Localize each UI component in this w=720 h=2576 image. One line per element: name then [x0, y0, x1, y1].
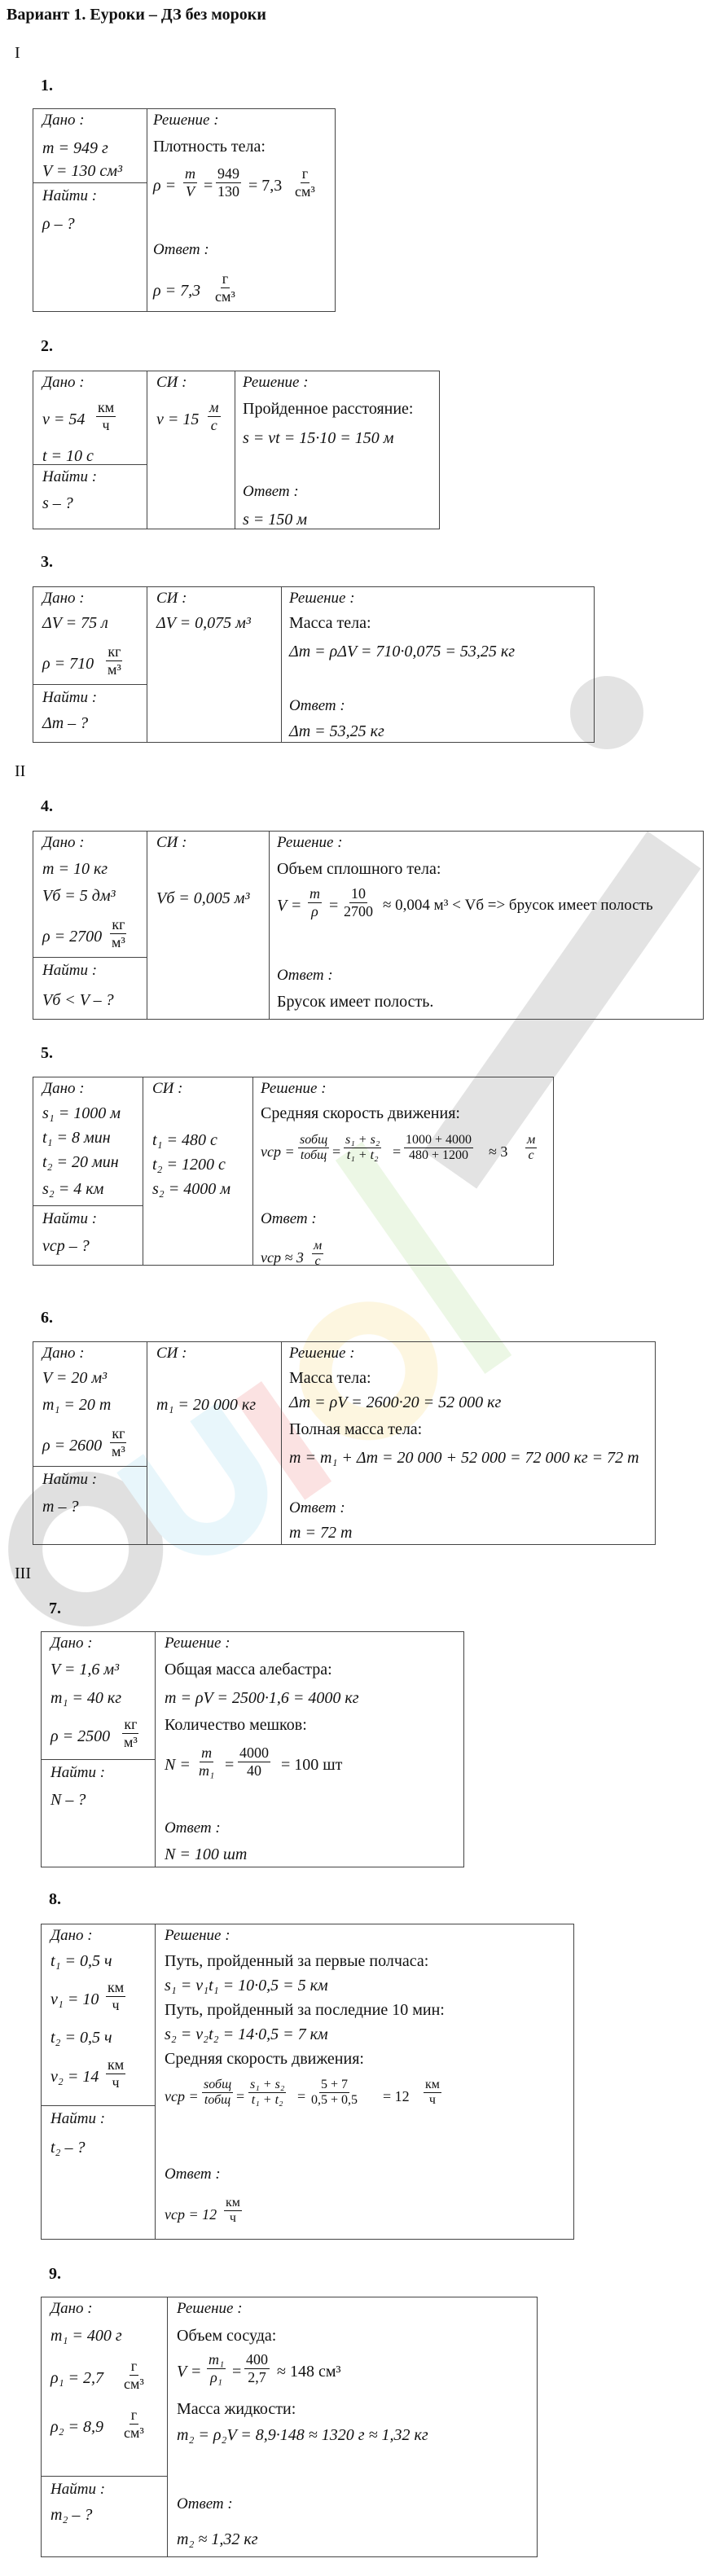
find-value: s – ?: [42, 494, 73, 512]
find-header: Найти :: [50, 2481, 106, 2498]
given-value: t₁ = 0,5 ч: [50, 1952, 112, 1970]
solution-line: Масса жидкости:: [177, 2400, 296, 2418]
find-value: vср – ?: [42, 1237, 90, 1255]
given-value: ρ = 710: [42, 655, 94, 673]
solution-line: Общая масса алебастра:: [165, 1661, 332, 1679]
problem-2-table: [33, 371, 440, 529]
solution-header: Решение :: [177, 2300, 243, 2317]
section-label-2: II: [15, 762, 26, 780]
given-value: ρ = 2600: [42, 1437, 103, 1455]
answer-header: Ответ :: [261, 1210, 317, 1227]
fraction: $\frac{m}{\text{m₁}}$: [199, 1744, 215, 1779]
problem-number-2: 2.: [41, 337, 53, 355]
solution-line: Путь, пройденный за первые полчаса:: [165, 1952, 429, 1970]
problem-number-4: 4.: [41, 797, 53, 815]
given-value: s₁ = 1000 м: [42, 1104, 121, 1122]
answer-value: Δm = 53,25 кг: [289, 722, 384, 740]
problem-number-8: 8.: [49, 1890, 61, 1908]
given-value: V = 1,6 м³: [50, 1661, 120, 1679]
unit-fraction: кг м³: [124, 1716, 138, 1750]
fraction: $\frac{\text{s₁ + s₂}}{\text{t₁ + t₂}}$: [345, 1133, 380, 1163]
given-value: ρ₁ = 2,7: [50, 2369, 104, 2387]
formula-text: = 7,3: [248, 177, 283, 195]
fraction: $\frac{949}{130}$: [217, 165, 239, 200]
solution-header: Решение :: [289, 1345, 355, 1362]
problem-number-3: 3.: [41, 553, 53, 571]
find-value: ρ – ?: [42, 215, 75, 233]
answer-header: Ответ :: [165, 2166, 221, 2183]
find-header: Найти :: [42, 689, 98, 706]
fraction: $\frac{400}{2,7}$: [246, 2351, 268, 2385]
given-value: ρ₂ = 8,9: [50, 2418, 104, 2436]
solution-header: Решение :: [277, 834, 343, 851]
answer-value: vср ≈ 3: [261, 1249, 304, 1266]
answer-value: s = 150 м: [243, 511, 308, 529]
solution-header: Решение :: [243, 374, 309, 391]
given-value: m₁ = 20 т: [42, 1396, 112, 1414]
solution-line: Плотность тела:: [153, 138, 266, 156]
given-header: Дано :: [42, 1345, 85, 1362]
formula-text: = 12: [383, 2088, 410, 2104]
solution-header: Решение :: [165, 1635, 230, 1652]
si-value: v = 15: [156, 410, 200, 428]
given-header: Дано :: [42, 112, 85, 129]
answer-value: ρ = 7,3: [153, 282, 201, 300]
problem-number-1: 1.: [41, 77, 53, 94]
si-header: СИ :: [156, 590, 187, 607]
unit-fraction: м с: [209, 399, 219, 433]
find-header: Найти :: [42, 1210, 98, 1227]
answer-header: Ответ :: [289, 697, 345, 714]
unit-fraction: км ч: [108, 1979, 125, 2013]
solution-line: Масса тела:: [289, 614, 371, 632]
formula-text: =: [332, 1143, 341, 1160]
si-header: СИ :: [152, 1080, 183, 1097]
given-value: m₁ = 40 кг: [50, 1689, 122, 1707]
unit-fraction: кг м³: [112, 916, 125, 950]
formula-line: s₂ = v₂t₂ = 14·0,5 = 7 км: [165, 2025, 328, 2043]
find-header: Найти :: [50, 1764, 106, 1781]
answer-value: vср = 12: [165, 2206, 217, 2223]
si-header: СИ :: [156, 834, 187, 851]
problem-number-9: 9.: [49, 2265, 61, 2283]
given-header: Дано :: [50, 1927, 93, 1944]
fraction: sобщ tобщ: [300, 1133, 328, 1163]
fraction: $\frac{5 + 7}{0,5 + 0,5}$: [311, 2078, 358, 2108]
formula-line: s₁ = v₁t₁ = 10·0,5 = 5 км: [165, 1977, 328, 1995]
given-value: ΔV = 75 л: [42, 614, 108, 632]
formula-text: =: [225, 1756, 235, 1774]
given-value: ρ = 2500: [50, 1727, 111, 1745]
solution-header: Решение :: [153, 112, 219, 129]
find-value: Δm – ?: [42, 714, 89, 732]
find-header: Найти :: [42, 962, 98, 979]
si-value: Vб = 0,005 м³: [156, 889, 250, 907]
unit-fraction: м с: [527, 1133, 536, 1163]
formula-line: Δm = ρΔV = 710·0,075 = 53,25 кг: [289, 643, 516, 660]
given-value: t = 10 с: [42, 447, 94, 465]
find-value: N – ?: [50, 1791, 86, 1809]
given-header: Дано :: [42, 834, 85, 851]
find-header: Найти :: [42, 468, 98, 485]
unit-fraction: г см³: [124, 2358, 144, 2392]
find-value: Vб < V – ?: [42, 991, 114, 1009]
unit-fraction: км ч: [226, 2196, 240, 2226]
fraction: $\frac{\text{s₁ + s₂}}{\text{t₁ + t₂}}$: [250, 2078, 285, 2108]
given-value: m = 949 г: [42, 139, 108, 157]
solution-line: Масса тела:: [289, 1369, 371, 1387]
problem-4-table: [33, 831, 704, 1020]
formula-text: =: [232, 2363, 242, 2381]
formula-text: ≈ 148 см³: [277, 2363, 341, 2381]
unit-fraction: км ч: [108, 2056, 125, 2091]
si-value: t₂ = 1200 с: [152, 1156, 226, 1174]
solution-line: Средняя скорость движения:: [261, 1104, 460, 1122]
formula-text: N =: [165, 1756, 191, 1774]
solution-line: Средняя скорость движения:: [165, 2050, 364, 2068]
given-value: v = 54: [42, 410, 86, 428]
solution-line: Пройденное расстояние:: [243, 400, 414, 418]
solution-header: Решение :: [289, 590, 355, 607]
section-label-1: I: [15, 44, 20, 62]
given-value: t₂ = 20 мин: [42, 1153, 119, 1171]
formula-text: =: [236, 2088, 245, 2104]
fraction: sобщ tобщ: [204, 2078, 232, 2108]
solution-header: Решение :: [165, 1927, 230, 1944]
formula-text: =: [297, 2088, 306, 2104]
given-value: s₂ = 4 км: [42, 1180, 104, 1198]
solution-line: Объем сосуда:: [177, 2327, 277, 2345]
si-value: m₁ = 20 000 кг: [156, 1396, 257, 1414]
given-value: m₁ = 400 г: [50, 2327, 122, 2345]
formula-line: m = ρV = 2500·1,6 = 4000 кг: [165, 1689, 359, 1707]
si-value: t₁ = 480 с: [152, 1131, 217, 1149]
answer-value: Брусок имеет полость.: [277, 993, 434, 1011]
find-header: Найти :: [42, 1471, 98, 1488]
problem-number-5: 5.: [41, 1044, 53, 1062]
formula-text: ρ =: [153, 177, 177, 195]
answer-header: Ответ :: [277, 967, 333, 984]
unit-fraction: кг м³: [112, 1425, 125, 1459]
solution-header: Решение :: [261, 1080, 327, 1097]
formula-line: m = m₁ + Δm = 20 000 + 52 000 = 72 000 кг = 72 т: [289, 1449, 639, 1467]
solution-line: Количество мешков:: [165, 1716, 307, 1734]
fraction: $\frac{m}{\rho}$: [310, 885, 320, 919]
answer-header: Ответ :: [243, 483, 299, 500]
given-header: Дано :: [50, 1635, 93, 1652]
unit-fraction: г см³: [215, 270, 235, 305]
solution-line: Путь, пройденный за последние 10 мин:: [165, 2001, 445, 2019]
si-value: s₂ = 4000 м: [152, 1180, 230, 1198]
answer-header: Ответ :: [153, 241, 209, 258]
problem-number-7: 7.: [49, 1600, 61, 1617]
unit-fraction: кг м³: [108, 643, 121, 678]
formula-text: =: [204, 177, 213, 195]
given-value: t₁ = 8 мин: [42, 1129, 111, 1147]
answer-value: N = 100 шт: [165, 1845, 248, 1863]
formula-text: =: [329, 897, 339, 915]
fraction: $\frac{10}{2700}$: [344, 885, 373, 919]
given-value: t₂ = 0,5 ч: [50, 2029, 112, 2047]
fraction: $\frac{4000}{40}$: [239, 1744, 269, 1779]
unit-fraction: г см³: [124, 2407, 144, 2441]
formula-text: vср =: [261, 1143, 295, 1160]
fraction: $\frac{\text{m₁}}{\text{ρ₁}}$: [209, 2351, 225, 2385]
given-value: v₁ = 10: [50, 1990, 99, 2008]
unit-fraction: км ч: [425, 2078, 440, 2108]
formula-line: Δm = ρV = 2600·20 = 52 000 кг: [289, 1393, 502, 1411]
page-title: Вариант 1. Еуроки – ДЗ без мороки: [7, 6, 266, 24]
find-header: Найти :: [42, 187, 98, 204]
given-value: V = 20 м³: [42, 1369, 108, 1387]
unit-fraction: км ч: [98, 399, 115, 433]
formula-text: ≈ 0,004 м³ < Vб => брусок имеет полость: [383, 897, 653, 914]
answer-header: Ответ :: [289, 1499, 345, 1516]
si-header: СИ :: [156, 374, 187, 391]
given-header: Дано :: [42, 590, 85, 607]
si-value: ΔV = 0,075 м³: [156, 614, 251, 632]
formula-text: vср =: [165, 2088, 199, 2104]
formula-text: V =: [177, 2363, 202, 2381]
given-value: V = 130 см³: [42, 162, 122, 180]
find-header: Найти :: [50, 2110, 106, 2127]
fraction: $\frac{m}{V}$: [185, 165, 195, 200]
formula-line: m₂ = ρ₂V = 8,9·148 ≈ 1320 г ≈ 1,32 кг: [177, 2426, 428, 2444]
formula-text: ≈ 3: [489, 1143, 508, 1160]
given-header: Дано :: [42, 1080, 85, 1097]
find-value: m – ?: [42, 1498, 79, 1516]
given-value: Vб = 5 дм³: [42, 887, 116, 905]
given-header: Дано :: [42, 374, 85, 391]
solution-line: Полная масса тела:: [289, 1420, 423, 1438]
fraction: $\frac{1000 + 4000}{480 + 1200}$: [406, 1133, 472, 1163]
formula-text: =: [393, 1143, 402, 1160]
find-value: m₂ – ?: [50, 2506, 93, 2524]
answer-value: m = 72 т: [289, 1524, 353, 1542]
formula-line: s = vt = 15·10 = 150 м: [243, 429, 394, 447]
given-value: v₂ = 14: [50, 2068, 99, 2086]
given-value: m = 10 кг: [42, 860, 108, 878]
solution-line: Объем сплошного тела:: [277, 860, 441, 878]
si-header: СИ :: [156, 1345, 187, 1362]
unit-fraction: м с: [314, 1239, 323, 1269]
problem-number-6: 6.: [41, 1309, 53, 1327]
unit-fraction: г см³: [295, 165, 315, 200]
section-label-3: III: [15, 1564, 31, 1582]
answer-header: Ответ :: [177, 2495, 233, 2512]
given-header: Дано :: [50, 2300, 93, 2317]
given-value: ρ = 2700: [42, 928, 103, 946]
answer-value: m₂ ≈ 1,32 кг: [177, 2530, 258, 2548]
formula-text: V =: [277, 897, 302, 915]
answer-header: Ответ :: [165, 1819, 221, 1837]
find-value: t₂ – ?: [50, 2139, 86, 2157]
formula-text: = 100 шт: [281, 1756, 343, 1774]
